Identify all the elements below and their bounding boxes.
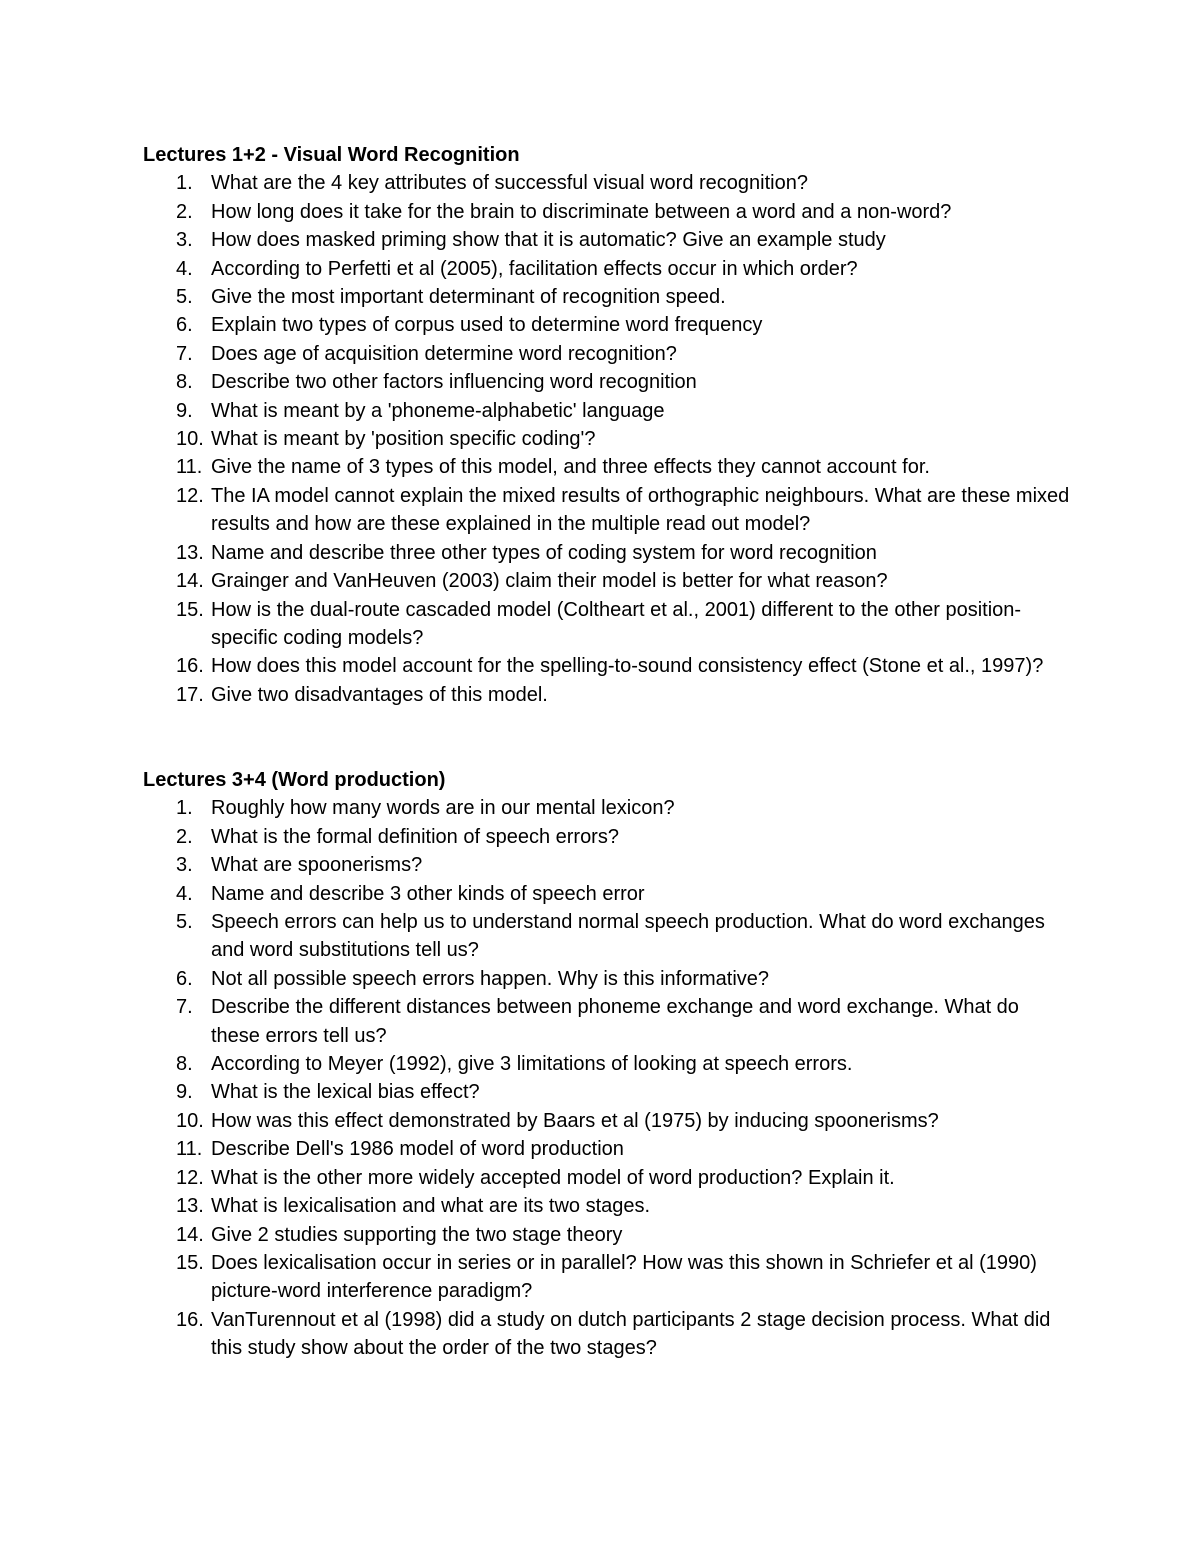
question-text: How was this effect demonstrated by Baars et al (1975) by inducing spoonerisms? — [211, 1109, 939, 1132]
question-number: 10. — [176, 1109, 204, 1132]
question-item — [143, 425, 1073, 453]
question-number: 13. — [176, 1195, 204, 1218]
question-item — [143, 255, 1073, 283]
section-visual-word-recognition — [143, 141, 1073, 709]
question-item — [143, 368, 1073, 396]
section-heading: Lectures 3+4 (Word production) — [143, 769, 446, 791]
question-item — [143, 453, 1073, 481]
question-text: The IA model cannot explain the mixed results of orthographic neighbours. What are these mixed results and how are these explained in the multiple read out model? — [211, 484, 1070, 536]
question-number: 5. — [176, 286, 193, 309]
question-text: What is lexicalisation and what are its two stages. — [211, 1195, 651, 1218]
question-number: 7. — [176, 342, 193, 365]
question-text: Give the most important determinant of recognition speed. — [211, 286, 726, 309]
question-item — [143, 311, 1073, 339]
question-number: 5. — [176, 911, 193, 934]
question-text: Give the name of 3 types of this model, and three effects they cannot account for. — [211, 456, 930, 479]
question-number: 10. — [176, 428, 204, 451]
question-text: How does masked priming show that it is automatic? Give an example study — [211, 229, 886, 252]
question-item — [143, 908, 1073, 965]
question-item — [143, 539, 1073, 567]
question-item — [143, 226, 1073, 254]
question-item — [143, 965, 1073, 993]
question-item — [143, 681, 1073, 709]
question-item — [143, 198, 1073, 226]
question-number: 1. — [176, 797, 193, 820]
question-text: Explain two types of corpus used to determine word frequency — [211, 314, 763, 337]
question-number: 6. — [176, 967, 193, 990]
question-item — [143, 1107, 1073, 1135]
question-text: Grainger and VanHeuven (2003) claim their model is better for what reason? — [211, 570, 888, 593]
question-text: Does lexicalisation occur in series or in parallel? How was this shown in Schriefer et al (1990) picture-word interference paradigm? — [211, 1251, 1037, 1303]
question-number: 11. — [176, 456, 203, 479]
question-text: According to Perfetti et al (2005), facilitation effects occur in which order? — [211, 257, 858, 280]
question-item — [143, 993, 1073, 1050]
question-text: Not all possible speech errors happen. Why is this informative? — [211, 967, 770, 990]
question-number: 14. — [176, 570, 204, 593]
question-number: 12. — [176, 484, 204, 507]
question-number: 15. — [176, 1251, 204, 1274]
question-number: 13. — [176, 541, 204, 564]
question-item — [143, 1306, 1073, 1363]
section-heading: Lectures 1+2 - Visual Word Recognition — [143, 144, 520, 166]
question-item — [143, 482, 1073, 539]
question-number: 17. — [176, 683, 204, 706]
question-item — [143, 169, 1073, 197]
question-item — [143, 1078, 1073, 1106]
question-number: 8. — [176, 371, 193, 394]
question-text: According to Meyer (1992), give 3 limitations of looking at speech errors. — [211, 1053, 853, 1076]
question-item — [143, 823, 1073, 851]
question-item — [143, 567, 1073, 595]
question-number: 14. — [176, 1223, 204, 1246]
question-item — [143, 1221, 1073, 1249]
question-number: 9. — [176, 399, 193, 422]
question-number: 4. — [176, 257, 193, 280]
question-text: VanTurennout et al (1998) did a study on dutch participants 2 stage decision process. What did this study show about the order of the two stages? — [211, 1308, 1051, 1360]
question-text: How does this model account for the spelling-to-sound consistency effect (Stone et al., 1997)? — [211, 655, 1044, 678]
question-text: What is the other more widely accepted model of word production? Explain it. — [211, 1166, 895, 1189]
question-text: Name and describe three other types of coding system for word recognition — [211, 541, 877, 564]
question-text: What is meant by a 'phoneme-alphabetic' language — [211, 399, 665, 422]
question-text: Give two disadvantages of this model. — [211, 683, 548, 706]
question-text: How long does it take for the brain to discriminate between a word and a non-word? — [211, 200, 952, 223]
question-list — [143, 794, 1073, 1362]
question-text: Describe Dell's 1986 model of word production — [211, 1138, 624, 1161]
question-number: 8. — [176, 1053, 193, 1076]
question-number: 16. — [176, 1308, 204, 1331]
question-number: 2. — [176, 825, 193, 848]
question-number: 3. — [176, 229, 193, 252]
question-text: Give 2 studies supporting the two stage theory — [211, 1223, 623, 1246]
question-item — [143, 1164, 1073, 1192]
question-text: How is the dual-route cascaded model (Coltheart et al., 2001) different to the other position-specific coding models? — [211, 598, 1022, 649]
question-number: 3. — [176, 854, 193, 877]
question-item — [143, 851, 1073, 879]
question-text: Describe two other factors influencing word recognition — [211, 371, 697, 394]
question-number: 11. — [176, 1138, 203, 1161]
question-text: What is meant by 'position specific coding'? — [211, 428, 596, 451]
question-text: Speech errors can help us to understand normal speech production. What do word exchanges and word substitutions tell us? — [211, 911, 1045, 962]
question-item — [143, 283, 1073, 311]
question-number: 6. — [176, 314, 193, 337]
question-number: 12. — [176, 1166, 204, 1189]
question-number: 16. — [176, 655, 204, 678]
section-word-production — [143, 766, 1073, 1363]
question-text: What are spoonerisms? — [211, 854, 423, 877]
question-item — [143, 340, 1073, 368]
question-number: 7. — [176, 996, 193, 1019]
question-item — [143, 880, 1073, 908]
question-item — [143, 1249, 1073, 1306]
question-text: Roughly how many words are in our mental lexicon? — [211, 797, 675, 820]
question-text: What is the lexical bias effect? — [211, 1081, 480, 1104]
question-number: 1. — [176, 172, 193, 195]
question-text: Name and describe 3 other kinds of speech error — [211, 882, 645, 905]
question-text: Does age of acquisition determine word recognition? — [211, 342, 677, 365]
question-item — [143, 794, 1073, 822]
question-item — [143, 1050, 1073, 1078]
question-item — [143, 1192, 1073, 1220]
question-item — [143, 652, 1073, 680]
question-item — [143, 1135, 1073, 1163]
question-item — [143, 596, 1073, 653]
question-number: 15. — [176, 598, 204, 621]
question-text: What is the formal definition of speech errors? — [211, 825, 619, 848]
question-list — [143, 169, 1073, 709]
question-number: 9. — [176, 1081, 193, 1104]
question-item — [143, 397, 1073, 425]
question-text: Describe the different distances between phoneme exchange and word exchange. What do these errors tell us? — [211, 996, 1019, 1047]
question-number: 4. — [176, 882, 193, 905]
question-number: 2. — [176, 200, 193, 223]
question-text: What are the 4 key attributes of successful visual word recognition? — [211, 172, 808, 195]
